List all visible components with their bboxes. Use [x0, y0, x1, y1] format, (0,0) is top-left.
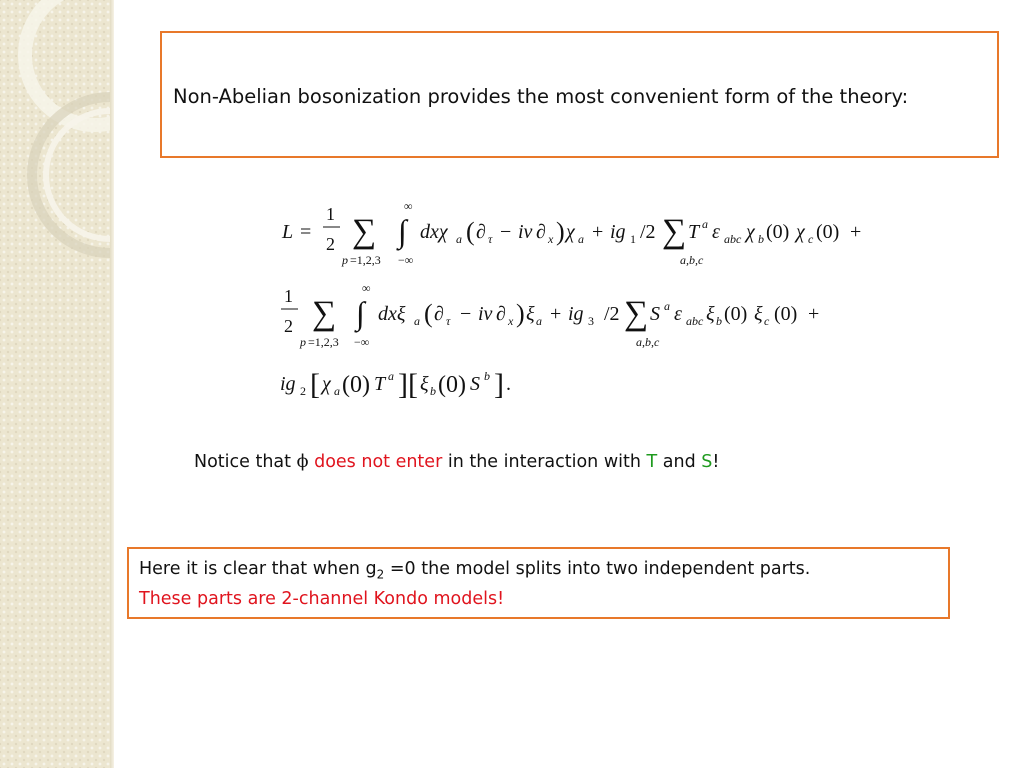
svg-text:∑: ∑	[352, 213, 377, 250]
svg-text:3: 3	[588, 314, 594, 328]
svg-text:∑: ∑	[312, 295, 337, 332]
info-line-1-b: =0 the model splits into two independent parts.	[384, 559, 811, 579]
svg-text:(0): (0)	[774, 303, 798, 325]
svg-text:∫: ∫	[398, 213, 407, 249]
phi-symbol: ϕ	[296, 452, 309, 472]
svg-text:ig: ig	[280, 373, 296, 395]
svg-text:=1,2,3: =1,2,3	[350, 253, 381, 267]
notice-text	[194, 452, 719, 472]
svg-text:b: b	[716, 314, 722, 328]
info-line-2: These parts are 2-channel Kondo models!	[139, 589, 505, 609]
lagrangian-equation	[270, 190, 910, 415]
info-line-1-a: Here it is clear that when g	[139, 559, 377, 579]
notice-and: and	[657, 452, 702, 472]
svg-text:S: S	[650, 303, 660, 325]
svg-text:∞: ∞	[404, 199, 413, 213]
svg-text:c: c	[764, 314, 770, 328]
svg-text:L: L	[282, 221, 294, 243]
svg-text:+: +	[592, 221, 604, 243]
svg-text:χ: χ	[796, 221, 805, 243]
svg-text:(0): (0)	[766, 221, 790, 243]
svg-text:χ: χ	[746, 221, 755, 243]
svg-text:+: +	[550, 303, 562, 325]
svg-text:τ: τ	[488, 232, 493, 246]
svg-text:ε: ε	[712, 221, 720, 243]
svg-text:iv: iv	[478, 303, 493, 325]
svg-text:T: T	[374, 373, 386, 395]
svg-text:χ: χ	[566, 221, 575, 243]
svg-text:[: [	[310, 368, 320, 401]
svg-text:∂: ∂	[496, 303, 506, 325]
svg-text:(0): (0)	[438, 372, 466, 398]
svg-text:x: x	[508, 314, 514, 328]
title-box	[160, 31, 999, 158]
svg-text:x: x	[548, 232, 554, 246]
svg-text:iv: iv	[518, 221, 533, 243]
svg-text:1: 1	[284, 286, 293, 306]
svg-text:∑: ∑	[662, 213, 687, 250]
svg-text:∫: ∫	[356, 295, 365, 331]
svg-text:a: a	[414, 314, 420, 328]
svg-text:a: a	[388, 369, 394, 383]
svg-text:2: 2	[284, 316, 293, 336]
svg-text:S: S	[470, 373, 480, 395]
svg-text:(: (	[466, 217, 475, 246]
svg-text:a,b,c: a,b,c	[636, 335, 660, 349]
svg-text:a: a	[536, 314, 542, 328]
svg-text:ig: ig	[568, 303, 584, 325]
svg-text:1: 1	[326, 204, 335, 224]
slide-title: Non-Abelian bosonization provides the most convenient form of the theory:	[173, 85, 909, 108]
svg-text:∂: ∂	[476, 221, 486, 243]
info-line-1-sub: 2	[376, 567, 385, 582]
svg-text:−: −	[460, 303, 472, 325]
svg-text:2: 2	[326, 234, 335, 254]
notice-end: !	[712, 452, 720, 472]
decorative-side-strip	[0, 0, 114, 768]
svg-text:): )	[556, 217, 565, 246]
svg-text:1: 1	[630, 232, 636, 246]
svg-text:dxχ: dxχ	[420, 221, 448, 243]
svg-text:/2: /2	[604, 303, 620, 325]
svg-text:ε: ε	[674, 303, 682, 325]
svg-text:∞: ∞	[362, 281, 371, 295]
decorative-rings	[0, 0, 114, 300]
svg-text:a: a	[334, 384, 340, 398]
svg-text:dxξ: dxξ	[378, 303, 406, 325]
svg-text:T: T	[688, 221, 700, 243]
svg-text:ξ: ξ	[526, 303, 535, 325]
svg-text:(0): (0)	[724, 303, 748, 325]
notice-prefix: Notice that	[194, 452, 297, 472]
svg-text:ξ: ξ	[420, 373, 429, 395]
svg-text:(: (	[424, 299, 433, 328]
svg-text:∑: ∑	[624, 295, 649, 332]
svg-text:+: +	[808, 303, 820, 325]
svg-text:ig: ig	[610, 221, 626, 243]
svg-text:.: .	[506, 373, 511, 395]
svg-text:−∞: −∞	[354, 335, 370, 349]
svg-text:][: ][	[398, 368, 418, 401]
svg-text:a: a	[702, 217, 708, 231]
info-line-1	[139, 559, 810, 582]
svg-text:p: p	[300, 335, 306, 349]
strip-edge	[110, 0, 114, 768]
svg-text:b: b	[758, 232, 764, 246]
svg-text:=: =	[300, 221, 312, 243]
svg-text:]: ]	[494, 368, 504, 401]
svg-text:a: a	[456, 232, 462, 246]
notice-T: T	[646, 452, 658, 472]
svg-text:ξ: ξ	[754, 303, 763, 325]
equation-graphic	[270, 190, 910, 415]
svg-text:−: −	[500, 221, 512, 243]
svg-text:/2: /2	[640, 221, 656, 243]
notice-highlight: does not enter	[314, 452, 443, 472]
svg-text:∂: ∂	[434, 303, 444, 325]
svg-text:∂: ∂	[536, 221, 546, 243]
svg-text:b: b	[430, 384, 436, 398]
svg-text:c: c	[808, 232, 814, 246]
svg-text:a: a	[578, 232, 584, 246]
svg-text:(0): (0)	[342, 372, 370, 398]
svg-text:a: a	[664, 299, 670, 313]
svg-text:): )	[516, 299, 525, 328]
svg-text:p: p	[342, 253, 348, 267]
notice-middle: in the interaction with	[442, 452, 647, 472]
svg-text:χ: χ	[322, 373, 331, 395]
svg-text:−∞: −∞	[398, 253, 414, 267]
svg-text:abc: abc	[686, 314, 704, 328]
svg-text:=1,2,3: =1,2,3	[308, 335, 339, 349]
svg-text:b: b	[484, 369, 490, 383]
svg-text:ξ: ξ	[706, 303, 715, 325]
svg-text:(0): (0)	[816, 221, 840, 243]
svg-text:τ: τ	[446, 314, 451, 328]
svg-text:a,b,c: a,b,c	[680, 253, 704, 267]
svg-text:2: 2	[300, 384, 306, 398]
svg-text:+: +	[850, 221, 862, 243]
svg-text:abc: abc	[724, 232, 742, 246]
notice-S: S	[701, 452, 713, 472]
info-box	[127, 547, 950, 619]
